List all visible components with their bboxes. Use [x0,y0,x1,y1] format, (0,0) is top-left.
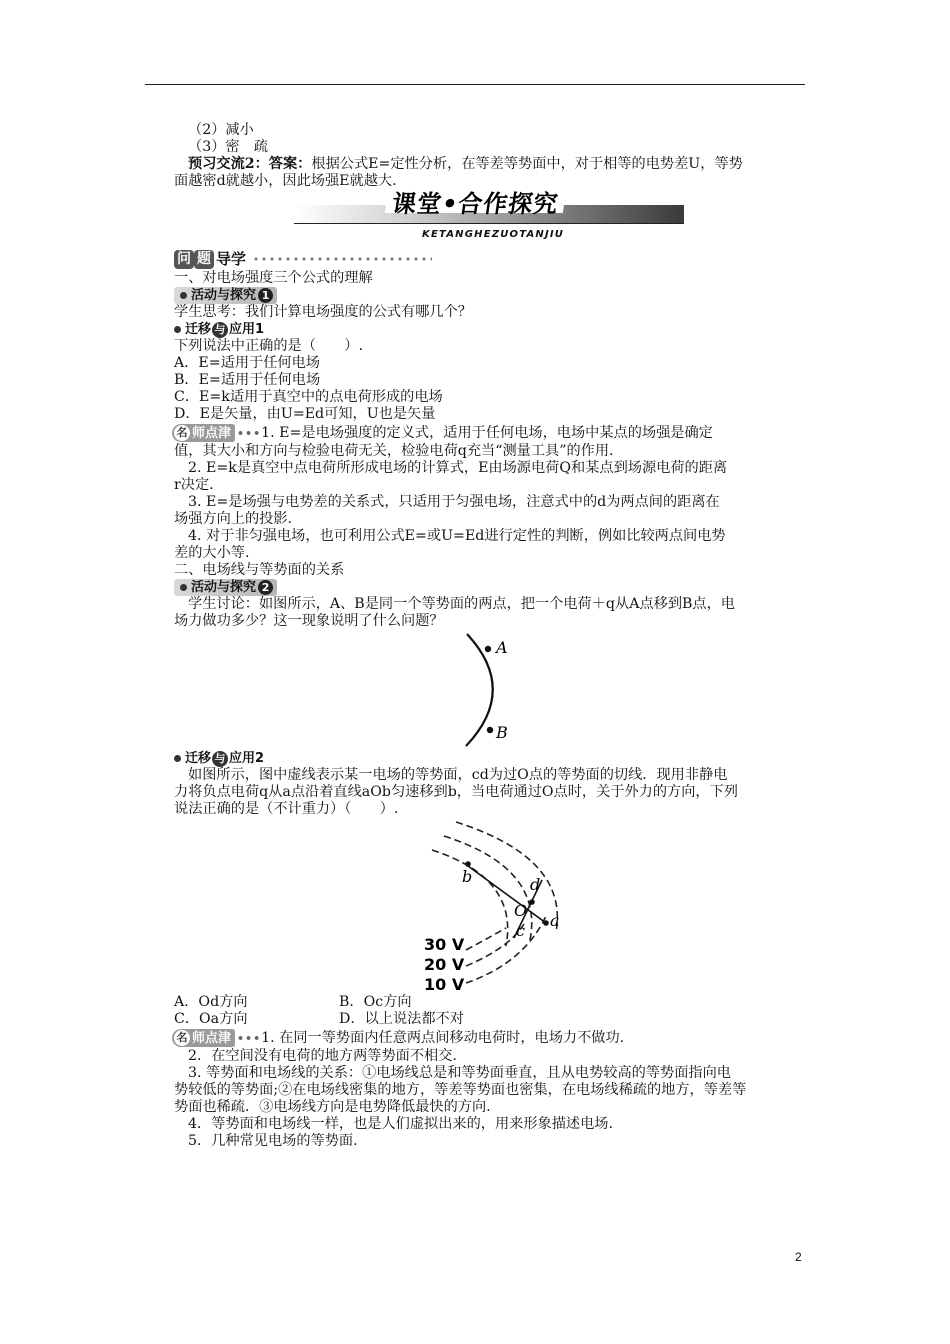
activity-tag-1: 活动与探究 1 [174,287,806,304]
page-number: 2 [795,1250,802,1264]
svg-text:d: d [530,875,541,894]
wenti-daoxue-tag: 问 题 导学 [174,248,432,270]
question-2-line2: 力将负点电荷q从a点沿着直线aOb匀速移到b，当电荷通过O点时，关于外力的方向，下列 [174,784,738,800]
option-1b: B．E=适用于任何电场 [174,372,321,388]
note-line: 4. 对于非匀强电场，也可利用公式E=或U=Ed进行定性的判断，例如比较两点间电势 [188,528,726,544]
option-1a: A．E=适用于任何电场 [174,355,320,371]
preview-item-3: （3）密 疏 [188,139,268,155]
option-1d: D．E是矢量，由U=Ed可知，U也是矢量 [174,406,436,422]
svg-text:c: c [516,921,525,940]
svg-text:20 V: 20 V [424,955,465,974]
page-content [174,122,806,1150]
note-line: 值，其大小和方向与检验电荷无关，检验电荷q充当“测量工具”的作用. [174,443,614,459]
teacher-note-2: 名 师点津 ••• 1. 在同一等势面内任意两点间移动电荷时，电场力不做功. [174,1028,806,1048]
section1-heading: 一、对电场强度三个公式的理解 [174,270,373,286]
equipotential-diagram [174,818,806,994]
note-line: 3. 等势面和电场线的关系：①电场线总是和等势面垂直，且从电势较高的等势面指向电 [188,1065,731,1081]
options-row-ab [174,994,806,1011]
preview-exchange [174,156,806,173]
note-line: 5．几种常见电场的等势面. [188,1133,358,1149]
option-2a: A．Od方向 [174,994,248,1010]
note-line: 3. E=是场强与电势差的关系式，只适用于匀强电场，注意式中的d为两点间的距离在 [188,494,720,510]
application-tag-1: 迁移 与 应用1 [174,321,806,338]
question-2-line3: 说法正确的是（不计重力）（ ）. [174,801,399,817]
activity-tag-2: 活动与探究 2 [174,579,806,596]
banner-title: 课堂•合作探究 [385,196,566,213]
preview-item-2: （2）减小 [188,122,254,138]
option-2b: B．Oc方向 [339,994,412,1010]
note-line: 4．等势面和电场线一样，也是人们虚拟出来的，用来形象描述电场. [188,1116,613,1132]
option-2c: C．Oa方向 [174,1011,248,1027]
exchange-text-2: 面越密d就越小，因此场强E就越大. [174,173,397,189]
note-line: 2．在空间没有电荷的地方两等势面不相交. [188,1048,457,1064]
point-a-dot [485,646,491,652]
arc-diagram [174,630,806,750]
svg-text:30 V: 30 V [424,935,465,954]
label-b: B [496,723,508,742]
exchange-text-1: 根据公式E=定性分析，在等差等势面中，对于相等的电势差U，等势 [311,156,743,172]
student-discuss-1: 学生讨论：如图所示，A、B是同一个等势面的两点，把一个电荷＋q从A点移到B点，电 [188,596,735,612]
option-1c: C．E=k适用于真空中的点电荷形成的电场 [174,389,443,405]
option-2d: D．以上说法都不对 [339,1011,464,1027]
mingshi-dianjin-tag: 名 师点津 ••• [172,423,261,443]
note-line: 2. E=k是真空中点电荷所形成电场的计算式，E由场源电荷Q和某点到场源电荷的距离 [188,460,728,476]
note-line: 势较低的等势面;②在电场线密集的地方，等差等势面也密集，在电场线稀疏的地方，等差等 [174,1082,747,1098]
section2-heading: 二、电场线与等势面的关系 [174,562,345,578]
banner-subtitle: KETANGHEZUOTANJIU [422,229,565,240]
student-discuss-2: 场力做功多少？这一现象说明了什么问题？ [174,613,444,629]
svg-text:a: a [550,911,560,930]
teacher-note-1: 名 师点津 ••• 1. E=是电场强度的定义式，适用于任何电场，电场中某点的场强是确定 [174,423,806,443]
point-b-dot [487,727,493,733]
note-line: 场强方向上的投影. [174,511,293,527]
svg-text:O: O [514,901,528,920]
question-2-line1: 如图所示，图中虚线表示某一电场的等势面，cd为过O点的等势面的切线．现用非静电 [188,767,728,783]
note-line: 差的大小等. [174,545,250,561]
figure-equipotential-surfaces [174,818,806,994]
section-banner [294,190,684,242]
application-tag-2: 迁移 与 应用2 [174,750,806,767]
student-think: 学生思考：我们计算电场强度的公式有哪几个？ [174,304,472,320]
mingshi-dianjin-tag: 名 师点津 ••• [172,1028,261,1048]
figure-equipotential-arc [174,630,806,750]
svg-text:10 V: 10 V [424,975,465,994]
svg-text:b: b [462,867,473,886]
header-rule [145,84,805,85]
question-1: 下列说法中正确的是（ ）. [174,338,363,354]
note-line: 势面也稀疏．③电场线方向是电势降低最快的方向. [174,1099,491,1115]
options-row-cd [174,1011,806,1028]
exchange-label: 预习交流2：答案： [188,156,312,172]
label-a: A [496,638,508,657]
note-line: r决定. [174,477,214,493]
